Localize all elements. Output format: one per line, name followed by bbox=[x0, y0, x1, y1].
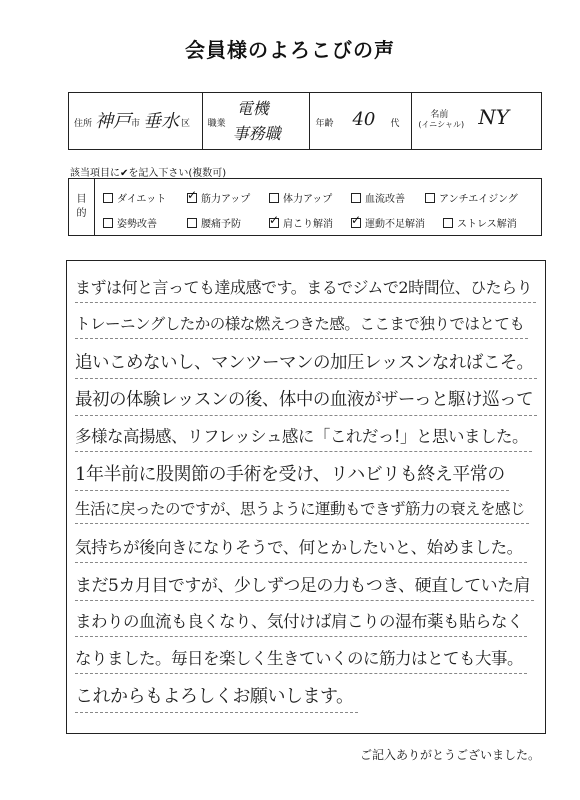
testimonial-box bbox=[66, 260, 546, 734]
purpose-checklist bbox=[68, 178, 542, 236]
purpose-heading-char-2: 的 bbox=[76, 208, 87, 219]
testimonial-line: 追いこめないし、マンツーマンの加圧レッスンなればこそ。 bbox=[75, 349, 533, 374]
checkbox-back-pain[interactable] bbox=[187, 218, 197, 228]
job-value-line1: 電機 bbox=[236, 99, 269, 118]
option-label: 腰痛予防 bbox=[201, 219, 241, 230]
testimonial-line: これからもよろしくお願いします。 bbox=[75, 682, 354, 708]
option-label: 筋力アップ bbox=[201, 194, 251, 205]
checkbox-exercise[interactable] bbox=[351, 218, 361, 228]
option-label: 体力アップ bbox=[283, 194, 333, 205]
checkbox-stress[interactable] bbox=[443, 218, 453, 228]
name-cell bbox=[412, 93, 541, 149]
option-muscle-up[interactable] bbox=[187, 190, 250, 205]
ward-suffix: 区 bbox=[181, 119, 191, 129]
option-diet[interactable] bbox=[103, 190, 166, 205]
option-stamina-up[interactable] bbox=[269, 190, 332, 205]
age-value: 40 bbox=[352, 109, 376, 130]
option-exercise[interactable] bbox=[351, 215, 425, 230]
checkbox-stamina-up[interactable] bbox=[269, 193, 279, 203]
age-label: 年齢 bbox=[315, 119, 334, 129]
job-cell bbox=[203, 93, 311, 149]
profile-info-box bbox=[68, 92, 542, 150]
testimonial-line: なりました。毎日を楽しく生きていくのに筋力はとても大事。 bbox=[75, 645, 523, 669]
option-label: ストレス解消 bbox=[457, 219, 517, 230]
checkbox-diet[interactable] bbox=[103, 193, 113, 203]
age-cell bbox=[310, 93, 412, 149]
page-title: 会員様のよろこびの声 bbox=[185, 38, 395, 62]
option-label: アンチエイジング bbox=[439, 194, 518, 205]
purpose-heading bbox=[69, 179, 95, 235]
name-initials: NY bbox=[478, 105, 510, 129]
testimonial-line: 生活に戻ったのですが、思うように運動もできず筋力の衰えを感じ bbox=[75, 497, 525, 519]
purpose-heading-char-1: 目 bbox=[76, 194, 87, 205]
testimonial-line: 多様な高揚感、リフレッシュ感に「これだっ!」と思いました。 bbox=[75, 423, 528, 447]
checkbox-stiff-shoulder[interactable] bbox=[269, 218, 279, 228]
testimonial-line: まずは何と言っても達成感です。まるでジムで2時間位、ひたらり bbox=[75, 275, 532, 298]
option-label: 運動不足解消 bbox=[365, 219, 425, 230]
testimonial-line: 最初の体験レッスンの後、体中の血液がザーっと駆け巡って bbox=[75, 386, 533, 411]
address-label: 住所 bbox=[74, 119, 93, 129]
checkbox-posture[interactable] bbox=[103, 218, 113, 228]
job-label: 職業 bbox=[207, 119, 226, 129]
testimonial-line: まだ5カ月目ですが、少しずつ足の力もつき、硬直していた肩 bbox=[75, 571, 530, 596]
option-label: 姿勢改善 bbox=[117, 219, 157, 230]
testimonial-line: 気持ちが後向きになりそうで、何とかしたいと、始めました。 bbox=[75, 534, 523, 558]
option-blood-flow[interactable] bbox=[351, 190, 405, 205]
option-posture[interactable] bbox=[103, 215, 157, 230]
checkbox-muscle-up[interactable] bbox=[187, 193, 197, 203]
testimonial-line: まわりの血流も良くなり、気付けば肩こりの湿布薬も貼らなく bbox=[75, 608, 523, 632]
option-label: 肩こり解消 bbox=[283, 219, 333, 230]
option-label: 血流改善 bbox=[365, 194, 405, 205]
name-label: 名前 bbox=[430, 110, 449, 120]
option-anti-aging[interactable] bbox=[425, 190, 518, 205]
address-cell bbox=[69, 93, 203, 149]
address-ward: 垂水 bbox=[143, 111, 179, 132]
checkbox-blood-flow[interactable] bbox=[351, 193, 361, 203]
city-suffix: 市 bbox=[131, 119, 141, 129]
checkbox-anti-aging[interactable] bbox=[425, 193, 435, 203]
testimonial-line: 1年半前に股関節の手術を受け、リハビリも終え平常の bbox=[75, 460, 505, 486]
name-sub-label: (イニシャル) bbox=[418, 120, 465, 129]
age-suffix: 代 bbox=[390, 119, 400, 129]
job-value-line2: 事務職 bbox=[232, 124, 281, 143]
address-city: 神戸 bbox=[95, 111, 131, 132]
thank-you-note: ご記入ありがとうございました。 bbox=[359, 748, 540, 762]
option-back-pain[interactable] bbox=[187, 215, 241, 230]
option-stress[interactable] bbox=[443, 215, 517, 230]
option-stiff-shoulder[interactable] bbox=[269, 215, 333, 230]
testimonial-line: トレーニングしたかの様な燃えつきた感。ここまで独りではとても bbox=[75, 312, 524, 334]
option-label: ダイエット bbox=[117, 194, 167, 205]
check-instruction: 該当項目に✔を記入下さい(複数可) bbox=[70, 168, 227, 179]
